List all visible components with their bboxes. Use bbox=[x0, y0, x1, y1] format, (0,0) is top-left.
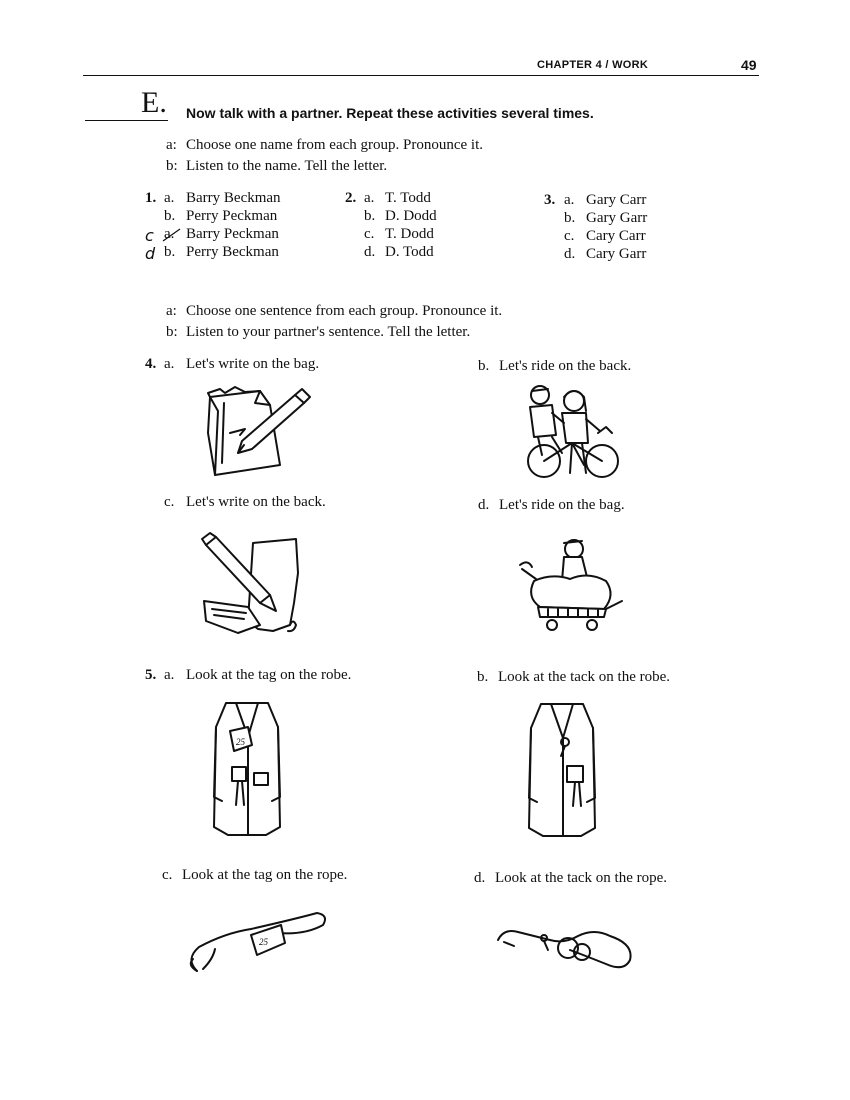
q4b-letter: b. bbox=[478, 358, 490, 374]
section-letter: E. bbox=[141, 86, 167, 119]
boy-on-bag-wagon-illustration bbox=[518, 535, 628, 635]
q5d-letter: d. bbox=[474, 870, 486, 886]
q5b-letter: b. bbox=[477, 669, 489, 685]
instruction-b-text: Listen to the name. Tell the letter. bbox=[186, 158, 388, 174]
instruction-a-text: Choose one sentence from each group. Pronounce it. bbox=[186, 303, 503, 319]
group-1-item-letter: b. bbox=[164, 244, 176, 260]
group-3-item-letter: b. bbox=[564, 210, 576, 226]
section-title: Now talk with a partner. Repeat these activities several times. bbox=[186, 105, 594, 121]
group-2-number: 2. bbox=[345, 190, 357, 206]
header-rule bbox=[83, 75, 759, 76]
bicycle-riders-illustration bbox=[522, 383, 622, 483]
q5d-sentence: Look at the tack on the rope. bbox=[495, 870, 668, 886]
group-2-item-text: D. Todd bbox=[385, 244, 434, 260]
instruction-a-text: Choose one name from each group. Pronounce it. bbox=[186, 137, 484, 153]
handwritten-c: c bbox=[145, 226, 154, 245]
group-1-item-text: Barry Peckman bbox=[186, 226, 279, 242]
q5a-sentence: Look at the tag on the robe. bbox=[186, 667, 352, 683]
pencil-on-bag-illustration bbox=[200, 383, 315, 483]
tag-price: 25 bbox=[236, 737, 245, 747]
group-3-item-letter: d. bbox=[564, 246, 576, 262]
group-1-item-letter: b. bbox=[164, 208, 176, 224]
group-1-number: 1. bbox=[145, 190, 157, 206]
q5c-sentence: Look at the tag on the rope. bbox=[182, 867, 348, 883]
group-2-item-text: T. Todd bbox=[385, 190, 431, 206]
tag-price: 25 bbox=[259, 937, 268, 947]
group-2-item-letter: c. bbox=[364, 226, 375, 242]
q4a-letter: a. bbox=[164, 356, 175, 372]
group-3-item-text: Cary Garr bbox=[586, 246, 647, 262]
group-2-item-letter: d. bbox=[364, 244, 376, 260]
q4c-letter: c. bbox=[164, 494, 175, 510]
group-3-item-text: Cary Carr bbox=[586, 228, 646, 244]
group-3-item-text: Gary Garr bbox=[586, 210, 648, 226]
instruction-a-label: a: bbox=[166, 303, 177, 319]
group-3-item-letter: c. bbox=[564, 228, 575, 244]
instruction-b-label: b: bbox=[166, 158, 178, 174]
q4a-sentence: Let's write on the bag. bbox=[186, 356, 320, 372]
robe-with-tag-illustration bbox=[212, 697, 282, 842]
group-2-item-letter: b. bbox=[364, 208, 376, 224]
q4d-sentence: Let's ride on the bag. bbox=[499, 497, 625, 513]
question-4-number: 4. bbox=[145, 356, 157, 372]
group-2-item-text: D. Dodd bbox=[385, 208, 437, 224]
q4c-sentence: Let's write on the back. bbox=[186, 494, 326, 510]
instruction-b-label: b: bbox=[166, 324, 178, 340]
rope-with-tag-illustration bbox=[185, 905, 330, 980]
q5b-sentence: Look at the tack on the robe. bbox=[498, 669, 671, 685]
q4b-sentence: Let's ride on the back. bbox=[499, 358, 632, 374]
group-1-item-text: Perry Peckman bbox=[186, 208, 278, 224]
group-2-item-text: T. Dodd bbox=[385, 226, 434, 242]
robe-with-tack-illustration bbox=[527, 698, 597, 843]
instruction-b-text: Listen to your partner's sentence. Tell the letter. bbox=[186, 324, 471, 340]
page-number: 49 bbox=[741, 57, 757, 73]
strike-mark bbox=[160, 226, 184, 246]
rope-with-tack-illustration bbox=[494, 910, 639, 975]
group-1-item-letter-crossed: a. bbox=[164, 226, 175, 242]
handwritten-d: d bbox=[145, 244, 156, 263]
group-1-item-text: Barry Beckman bbox=[186, 190, 281, 206]
instruction-a-label: a: bbox=[166, 137, 177, 153]
q4d-letter: d. bbox=[478, 497, 490, 513]
chapter-header: CHAPTER 4 / WORK bbox=[537, 59, 649, 71]
group-1-item-text: Perry Beckman bbox=[186, 244, 279, 260]
pencil-on-paper-illustration bbox=[198, 533, 313, 638]
group-1-item-letter: a. bbox=[164, 190, 175, 206]
group-3-item-letter: a. bbox=[564, 192, 575, 208]
section-rule bbox=[85, 120, 168, 121]
group-3-number: 3. bbox=[544, 192, 556, 208]
group-2-item-letter: a. bbox=[364, 190, 375, 206]
q5c-letter: c. bbox=[162, 867, 173, 883]
question-5-number: 5. bbox=[145, 667, 157, 683]
q5a-letter: a. bbox=[164, 667, 175, 683]
group-3-item-text: Gary Carr bbox=[586, 192, 647, 208]
